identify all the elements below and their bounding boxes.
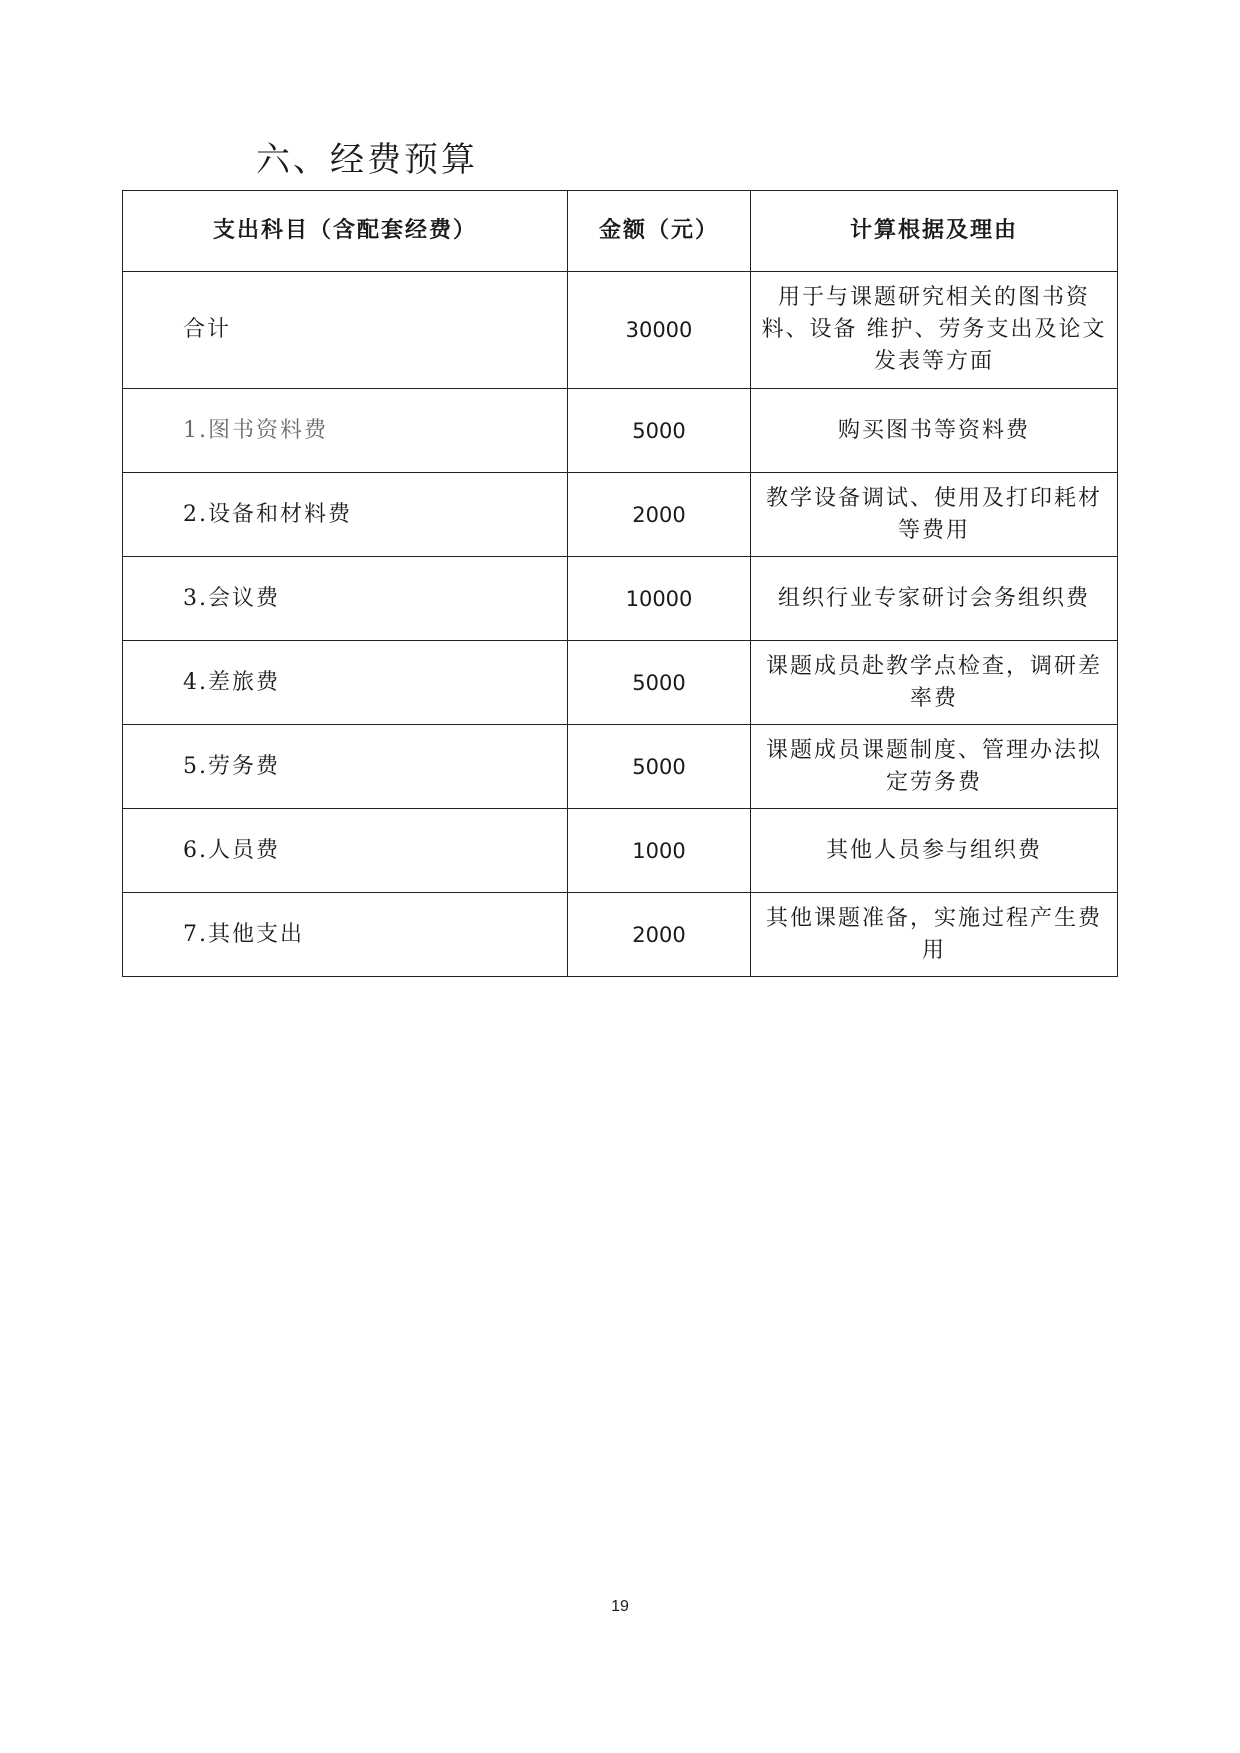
- budget-table: [122, 190, 1118, 977]
- cell-amount: 2000: [568, 473, 751, 557]
- table-row-total: [123, 272, 1118, 389]
- table-row: [123, 473, 1118, 557]
- table-row: [123, 641, 1118, 725]
- cell-amount: 1000: [568, 809, 751, 893]
- table-row: [123, 809, 1118, 893]
- cell-reason: 课题成员课题制度、管理办法拟定劳务费: [751, 725, 1118, 809]
- cell-item: 3.会议费: [123, 557, 568, 641]
- table-row: [123, 557, 1118, 641]
- cell-item: 7.其他支出: [123, 893, 568, 977]
- cell-item: 4.差旅费: [123, 641, 568, 725]
- cell-reason: 用于与课题研究相关的图书资料、设备 维护、劳务支出及论文发表等方面: [751, 272, 1118, 389]
- cell-amount: 2000: [568, 893, 751, 977]
- cell-reason: 购买图书等资料费: [751, 389, 1118, 473]
- cell-amount: 5000: [568, 725, 751, 809]
- page-number: 19: [611, 1598, 629, 1615]
- table-header-row: [123, 191, 1118, 272]
- cell-reason: 其他人员参与组织费: [751, 809, 1118, 893]
- cell-reason: 组织行业专家研讨会务组织费: [751, 557, 1118, 641]
- section-title: 六、经费预算: [256, 140, 478, 180]
- cell-reason: 其他课题准备，实施过程产生费用: [751, 893, 1118, 977]
- table-row: [123, 389, 1118, 473]
- cell-item: 合计: [123, 272, 568, 389]
- cell-reason: 教学设备调试、使用及打印耗材等费用: [751, 473, 1118, 557]
- cell-item: 5.劳务费: [123, 725, 568, 809]
- cell-item: 1.图书资料费: [123, 389, 568, 473]
- header-expense-item: 支出科目（含配套经费）: [123, 191, 568, 272]
- cell-amount: 5000: [568, 389, 751, 473]
- header-reason: 计算根据及理由: [751, 191, 1118, 272]
- cell-amount: 5000: [568, 641, 751, 725]
- cell-item: 6.人员费: [123, 809, 568, 893]
- cell-item: 2.设备和材料费: [123, 473, 568, 557]
- cell-reason: 课题成员赴教学点检查，调研差率费: [751, 641, 1118, 725]
- table-row: [123, 725, 1118, 809]
- header-amount: 金额（元）: [568, 191, 751, 272]
- cell-amount: 10000: [568, 557, 751, 641]
- cell-amount: 30000: [568, 272, 751, 389]
- table-row: [123, 893, 1118, 977]
